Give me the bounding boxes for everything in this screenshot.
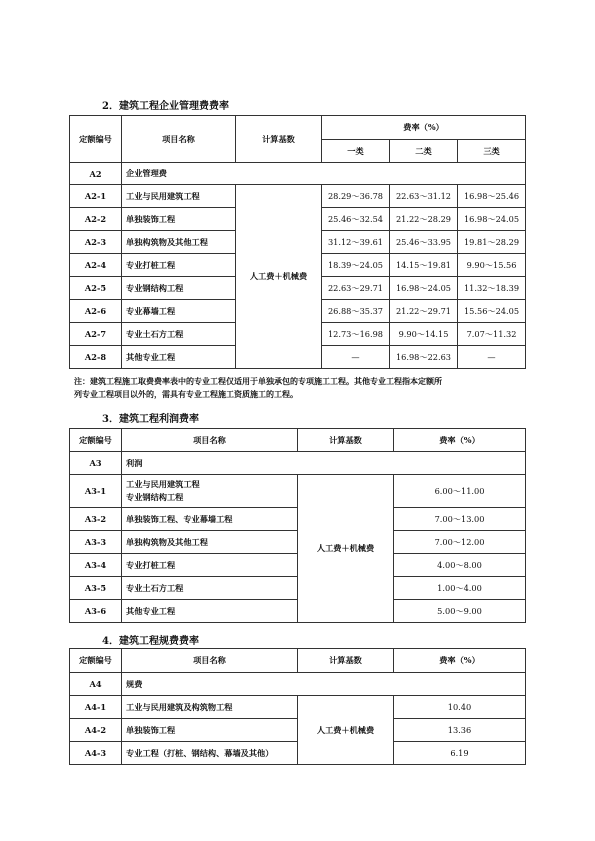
header-class2: 二类 bbox=[390, 140, 458, 163]
management-fee-table bbox=[69, 115, 526, 369]
header-rate: 费率（%） bbox=[322, 116, 526, 140]
row-name-line: 专业钢结构工程 bbox=[126, 492, 184, 502]
row-code: A3-5 bbox=[70, 577, 122, 600]
row-name: 专业钢结构工程 bbox=[122, 277, 236, 300]
row-code: A3-3 bbox=[70, 531, 122, 554]
rate-class2: 25.46～33.95 bbox=[390, 231, 458, 254]
rate-class3: 16.98～24.05 bbox=[458, 208, 526, 231]
row-code: A3-2 bbox=[70, 508, 122, 531]
rate-cell: 1.00～4.00 bbox=[394, 577, 526, 600]
row-code: A3-4 bbox=[70, 554, 122, 577]
table-row bbox=[70, 185, 526, 208]
rate-class3: 11.32～18.39 bbox=[458, 277, 526, 300]
rate-class3: 19.81～28.29 bbox=[458, 231, 526, 254]
rate-cell: 6.00～11.00 bbox=[394, 475, 526, 508]
header-basis: 计算基数 bbox=[298, 649, 394, 673]
rate-class3: 15.56～24.05 bbox=[458, 300, 526, 323]
basis-cell: 人工费＋机械费 bbox=[298, 475, 394, 623]
rate-class3: 16.98～25.46 bbox=[458, 185, 526, 208]
rate-class1: 22.63～29.71 bbox=[322, 277, 390, 300]
section4-heading: 4．建筑工程规费费率 bbox=[102, 636, 199, 647]
row-code: A2-8 bbox=[70, 346, 122, 369]
header-code: 定额编号 bbox=[70, 429, 122, 452]
row-code: A2-2 bbox=[70, 208, 122, 231]
header-basis: 计算基数 bbox=[236, 116, 322, 163]
header-name: 项目名称 bbox=[122, 429, 298, 452]
rate-cell: 7.00～13.00 bbox=[394, 508, 526, 531]
rate-class3: 7.07～11.32 bbox=[458, 323, 526, 346]
row-name: 专业土石方工程 bbox=[122, 323, 236, 346]
basis-cell: 人工费＋机械费 bbox=[298, 696, 394, 765]
row-name: 单独构筑物及其他工程 bbox=[122, 531, 298, 554]
rate-cell: 4.00～8.00 bbox=[394, 554, 526, 577]
header-class3: 三类 bbox=[458, 140, 526, 163]
header-code: 定额编号 bbox=[70, 649, 122, 673]
header-rate: 费率（%） bbox=[394, 649, 526, 673]
row-name: 单独装饰工程 bbox=[122, 719, 298, 742]
rate-class1: — bbox=[322, 346, 390, 369]
header-code: 定额编号 bbox=[70, 116, 122, 163]
row-name: 其他专业工程 bbox=[122, 600, 298, 623]
rate-class2: 14.15～19.81 bbox=[390, 254, 458, 277]
table-row bbox=[70, 696, 526, 719]
row-code: A2-6 bbox=[70, 300, 122, 323]
row-code: A2-5 bbox=[70, 277, 122, 300]
row-code: A3-6 bbox=[70, 600, 122, 623]
group-code: A3 bbox=[70, 452, 122, 475]
rate-class1: 31.12～39.61 bbox=[322, 231, 390, 254]
row-code: A4-2 bbox=[70, 719, 122, 742]
row-name-line: 工业与民用建筑工程 bbox=[126, 479, 200, 489]
rate-class2: 16.98～22.63 bbox=[390, 346, 458, 369]
group-code: A2 bbox=[70, 163, 122, 185]
rate-class1: 28.29～36.78 bbox=[322, 185, 390, 208]
rate-class1: 12.73～16.98 bbox=[322, 323, 390, 346]
rate-class2: 16.98～24.05 bbox=[390, 277, 458, 300]
rate-class2: 9.90～14.15 bbox=[390, 323, 458, 346]
group-name: 利润 bbox=[122, 452, 526, 475]
header-name: 项目名称 bbox=[122, 116, 236, 163]
row-name: 其他专业工程 bbox=[122, 346, 236, 369]
rate-cell: 7.00～12.00 bbox=[394, 531, 526, 554]
rate-class1: 18.39～24.05 bbox=[322, 254, 390, 277]
row-name: 工业与民用建筑工程 bbox=[122, 185, 236, 208]
note-line: 列专业工程项目以外的，需具有专业工程施工资质施工的工程。 bbox=[74, 389, 298, 399]
group-name: 企业管理费 bbox=[122, 163, 526, 185]
row-name: 专业幕墙工程 bbox=[122, 300, 236, 323]
statutory-fee-table bbox=[69, 648, 526, 765]
rate-class1: 26.88～35.37 bbox=[322, 300, 390, 323]
row-name: 专业工程（打桩、钢结构、幕墙及其他） bbox=[122, 742, 298, 765]
row-name: 单独构筑物及其他工程 bbox=[122, 231, 236, 254]
row-code: A3-1 bbox=[70, 475, 122, 508]
section3-heading: 3．建筑工程利润费率 bbox=[102, 414, 199, 425]
header-class1: 一类 bbox=[322, 140, 390, 163]
row-name: 专业土石方工程 bbox=[122, 577, 298, 600]
rate-cell: 10.40 bbox=[394, 696, 526, 719]
table-row bbox=[70, 475, 526, 508]
header-name: 项目名称 bbox=[122, 649, 298, 673]
rate-cell: 13.36 bbox=[394, 719, 526, 742]
rate-class2: 21.22～28.29 bbox=[390, 208, 458, 231]
basis-cell: 人工费＋机械费 bbox=[236, 185, 322, 369]
row-name: 单独装饰工程、专业幕墙工程 bbox=[122, 508, 298, 531]
rate-class3: — bbox=[458, 346, 526, 369]
rate-class1: 25.46～32.54 bbox=[322, 208, 390, 231]
row-name bbox=[122, 475, 298, 508]
header-basis: 计算基数 bbox=[298, 429, 394, 452]
group-code: A4 bbox=[70, 673, 122, 696]
row-name: 专业打桩工程 bbox=[122, 554, 298, 577]
row-name: 单独装饰工程 bbox=[122, 208, 236, 231]
row-code: A2-4 bbox=[70, 254, 122, 277]
row-code: A4-3 bbox=[70, 742, 122, 765]
rate-cell: 6.19 bbox=[394, 742, 526, 765]
header-rate: 费率（%） bbox=[394, 429, 526, 452]
row-code: A2-1 bbox=[70, 185, 122, 208]
profit-rate-table bbox=[69, 428, 526, 623]
group-name: 规费 bbox=[122, 673, 526, 696]
row-code: A2-3 bbox=[70, 231, 122, 254]
row-code: A4-1 bbox=[70, 696, 122, 719]
rate-class2: 21.22～29.71 bbox=[390, 300, 458, 323]
note-line: 注：建筑工程施工取费费率表中的专业工程仅适用于单独承包的专项施工工程。其他专业工程指本定额所 bbox=[74, 376, 442, 386]
row-code: A2-7 bbox=[70, 323, 122, 346]
section2-note bbox=[74, 375, 526, 401]
row-name: 专业打桩工程 bbox=[122, 254, 236, 277]
section2-heading: 2．建筑工程企业管理费费率 bbox=[102, 101, 229, 112]
rate-class2: 22.63～31.12 bbox=[390, 185, 458, 208]
rate-class3: 9.90～15.56 bbox=[458, 254, 526, 277]
row-name: 工业与民用建筑及构筑物工程 bbox=[122, 696, 298, 719]
rate-cell: 5.00～9.00 bbox=[394, 600, 526, 623]
